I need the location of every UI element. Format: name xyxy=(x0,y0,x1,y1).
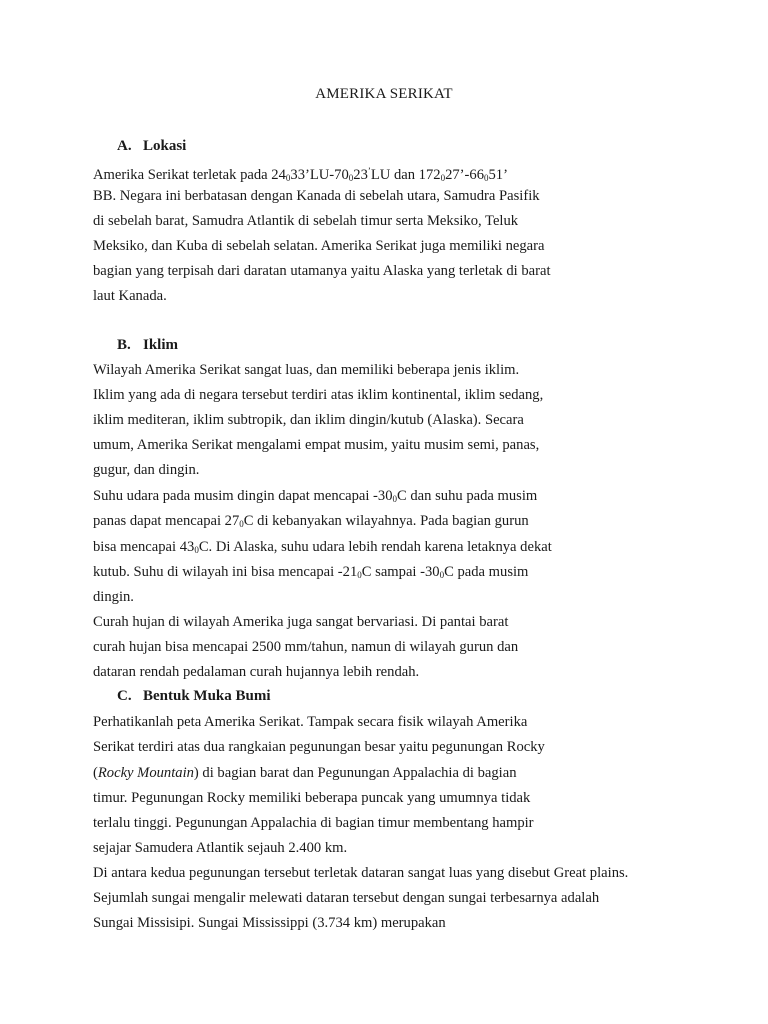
paragraph-line: Suhu udara pada musim dingin dapat mencapai $-30_0C$ dan suhu pada musim xyxy=(93,488,538,504)
paragraph-line: Wilayah Amerika Serikat sangat luas, dan memiliki beberapa jenis iklim. xyxy=(93,362,520,378)
section-number: A. xyxy=(117,138,132,154)
paragraph-line: terlalu tinggi. Pegunungan Appalachia di bagian timur membentang hampir xyxy=(93,815,534,831)
paragraph-line: Sungai Missisipi. Sungai Mississippi (3.734 km) merupakan xyxy=(93,915,446,931)
section-heading-bentuk-muka-bumi xyxy=(117,688,271,705)
section-heading-iklim xyxy=(117,337,178,354)
paragraph-line: bagian yang terpisah dari daratan utamanya yaitu Alaska yang terletak di barat xyxy=(93,263,551,279)
paragraph-line: dataran rendah pedalaman curah hujannya lebih rendah. xyxy=(93,664,420,680)
page-title: AMERIKA SERIKAT xyxy=(315,86,453,102)
paragraph-line: timur. Pegunungan Rocky memiliki beberapa puncak yang umumnya tidak xyxy=(93,790,531,806)
paragraph-line: dingin. xyxy=(93,589,134,605)
section-title: Bentuk Muka Bumi xyxy=(143,688,271,704)
paragraph-line: kutub. Suhu di wilayah ini bisa mencapai $-21_0C$ sampai $-30_0C$ pada musim xyxy=(93,564,529,580)
paragraph-line: panas dapat mencapai $27_0C$ di kebanyakan wilayahnya. Pada bagian gurun xyxy=(93,513,529,529)
paragraph-line: gugur, dan dingin. xyxy=(93,462,200,478)
paragraph-line: curah hujan bisa mencapai 2500 mm/tahun, namun di wilayah gurun dan xyxy=(93,639,519,655)
section-number: C. xyxy=(117,688,132,704)
paragraph-line: Perhatikanlah peta Amerika Serikat. Tampak secara fisik wilayah Amerika xyxy=(93,714,528,730)
paragraph-line: Iklim yang ada di negara tersebut terdiri atas iklim kontinental, iklim sedang, xyxy=(93,387,544,403)
paragraph-line: Amerika Serikat terletak pada $24_033’LU-70_023^’LU$ dan $172_027’-66_051$’ xyxy=(93,166,508,183)
paragraph-line: iklim mediteran, iklim subtropik, dan iklim dingin/kutub (Alaska). Secara xyxy=(93,412,524,428)
paragraph-line: sejajar Samudera Atlantik sejauh 2.400 km. xyxy=(93,840,348,856)
paragraph-line: laut Kanada. xyxy=(93,288,167,304)
paragraph-line: Di antara kedua pegunungan tersebut terletak dataran sangat luas yang disebut Great plains. xyxy=(93,865,629,881)
paragraph-line: di sebelah barat, Samudra Atlantik di sebelah timur serta Meksiko, Teluk xyxy=(93,213,519,229)
section-heading-lokasi xyxy=(117,138,186,155)
paragraph-line: Sejumlah sungai mengalir melewati dataran tersebut dengan sungai terbesarnya adalah xyxy=(93,890,600,906)
paragraph-line: Curah hujan di wilayah Amerika juga sangat bervariasi. Di pantai barat xyxy=(93,614,509,630)
section-number: B. xyxy=(117,337,131,353)
paragraph-line: Serikat terdiri atas dua rangkaian pegunungan besar yaitu pegunungan Rocky xyxy=(93,739,545,755)
paragraph-line: umum, Amerika Serikat mengalami empat musim, yaitu musim semi, panas, xyxy=(93,437,540,453)
section-title: Lokasi xyxy=(143,138,187,154)
paragraph-line: BB. Negara ini berbatasan dengan Kanada di sebelah utara, Samudra Pasifik xyxy=(93,188,540,204)
paragraph-line: Meksiko, dan Kuba di sebelah selatan. Amerika Serikat juga memiliki negara xyxy=(93,238,545,254)
section-title: Iklim xyxy=(143,337,179,353)
paragraph-line: bisa mencapai $43_0C$. Di Alaska, suhu udara lebih rendah karena letaknya dekat xyxy=(93,539,552,555)
paragraph-line: (Rocky Mountain) di bagian barat dan Pegunungan Appalachia di bagian xyxy=(93,765,517,781)
